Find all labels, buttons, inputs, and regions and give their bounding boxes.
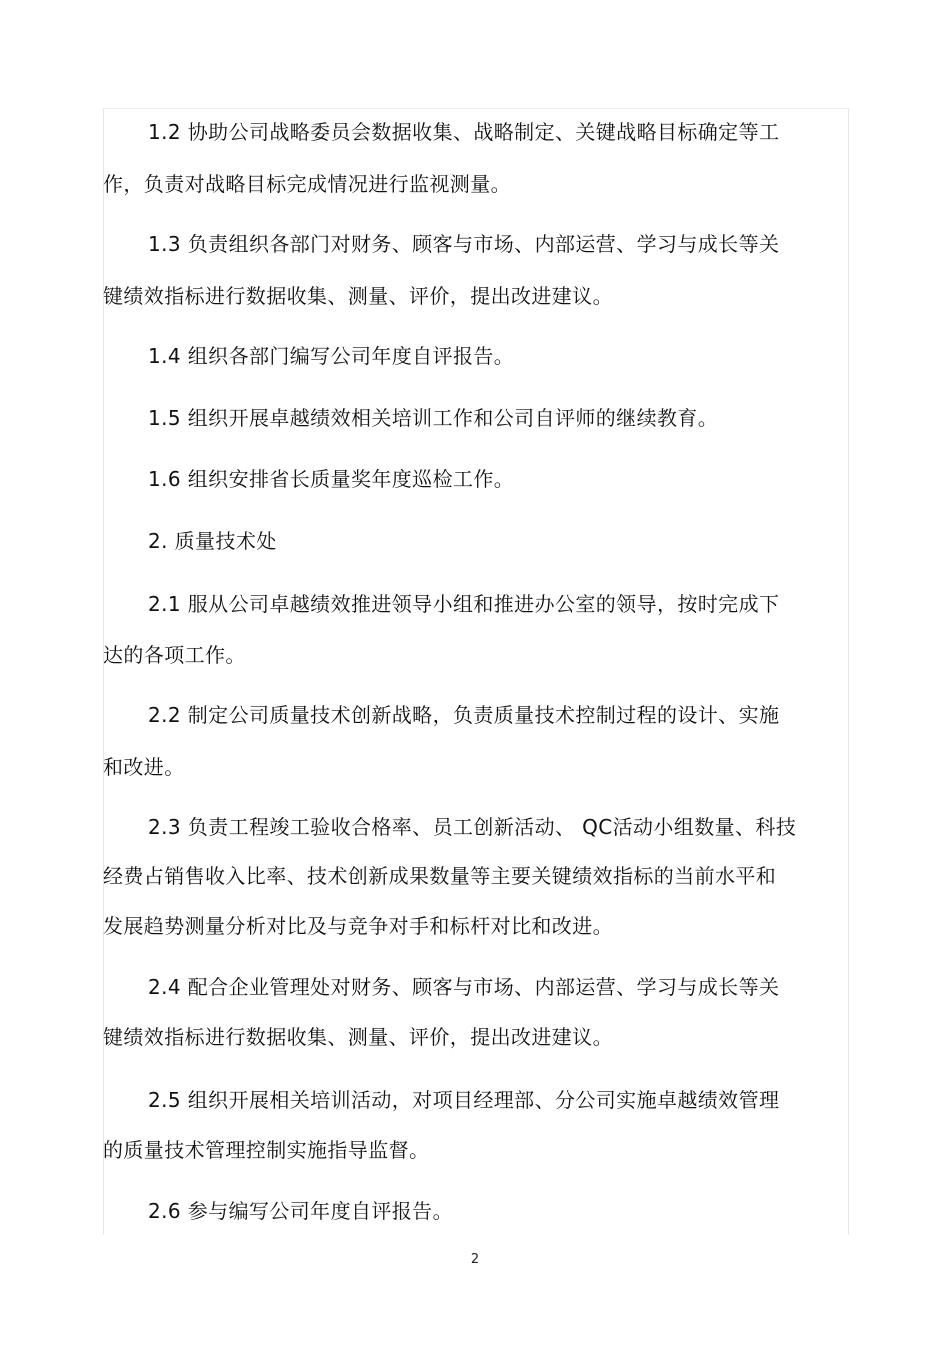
paragraph-2-4-line-2: 键绩效指标进行数据收集、测量、评价，提出改进建议。	[103, 1025, 613, 1049]
paragraph-2-1-line-1: 2.1 服从公司卓越绩效推进领导小组和推进办公室的领导，按时完成下	[148, 592, 780, 616]
paragraph-2-2-line-2: 和改进。	[103, 755, 185, 779]
paragraph-1-4: 1.4 组织各部门编写公司年度自评报告。	[148, 344, 515, 368]
paragraph-2-3-line-1: 2.3 负责工程竣工验收合格率、员工创新活动、 QC活动小组数量、科技	[148, 815, 797, 839]
paragraph-2-5-line-2: 的质量技术管理控制实施指导监督。	[103, 1138, 430, 1162]
paragraph-2-1-line-2: 达的各项工作。	[103, 643, 246, 667]
page-frame	[103, 108, 849, 1234]
paragraph-1-6: 1.6 组织安排省长质量奖年度巡检工作。	[148, 467, 515, 491]
page-number: 2	[470, 1252, 480, 1267]
section-heading-2: 2. 质量技术处	[148, 529, 277, 553]
paragraph-1-3-line-1: 1.3 负责组织各部门对财务、顾客与市场、内部运营、学习与成长等关	[148, 232, 780, 256]
paragraph-2-2-line-1: 2.2 制定公司质量技术创新战略，负责质量技术控制过程的设计、实施	[148, 703, 780, 727]
paragraph-1-3-line-2: 键绩效指标进行数据收集、测量、评价，提出改进建议。	[103, 284, 613, 308]
paragraph-2-4-line-1: 2.4 配合企业管理处对财务、顾客与市场、内部运营、学习与成长等关	[148, 975, 780, 999]
paragraph-1-5: 1.5 组织开展卓越绩效相关培训工作和公司自评师的继续教育。	[148, 406, 719, 430]
paragraph-1-2-line-1: 1.2 协助公司战略委员会数据收集、战略制定、关键战略目标确定等工	[148, 120, 780, 144]
paragraph-2-3-line-3: 发展趋势测量分析对比及与竞争对手和标杆对比和改进。	[103, 914, 613, 938]
paragraph-2-6: 2.6 参与编写公司年度自评报告。	[148, 1199, 453, 1223]
paragraph-2-3-line-2: 经费占销售收入比率、技术创新成果数量等主要关键绩效指标的当前水平和	[103, 864, 777, 888]
paragraph-2-5-line-1: 2.5 组织开展相关培训活动，对项目经理部、分公司实施卓越绩效管理	[148, 1088, 780, 1112]
paragraph-1-2-line-2: 作，负责对战略目标完成情况进行监视测量。	[103, 172, 511, 196]
